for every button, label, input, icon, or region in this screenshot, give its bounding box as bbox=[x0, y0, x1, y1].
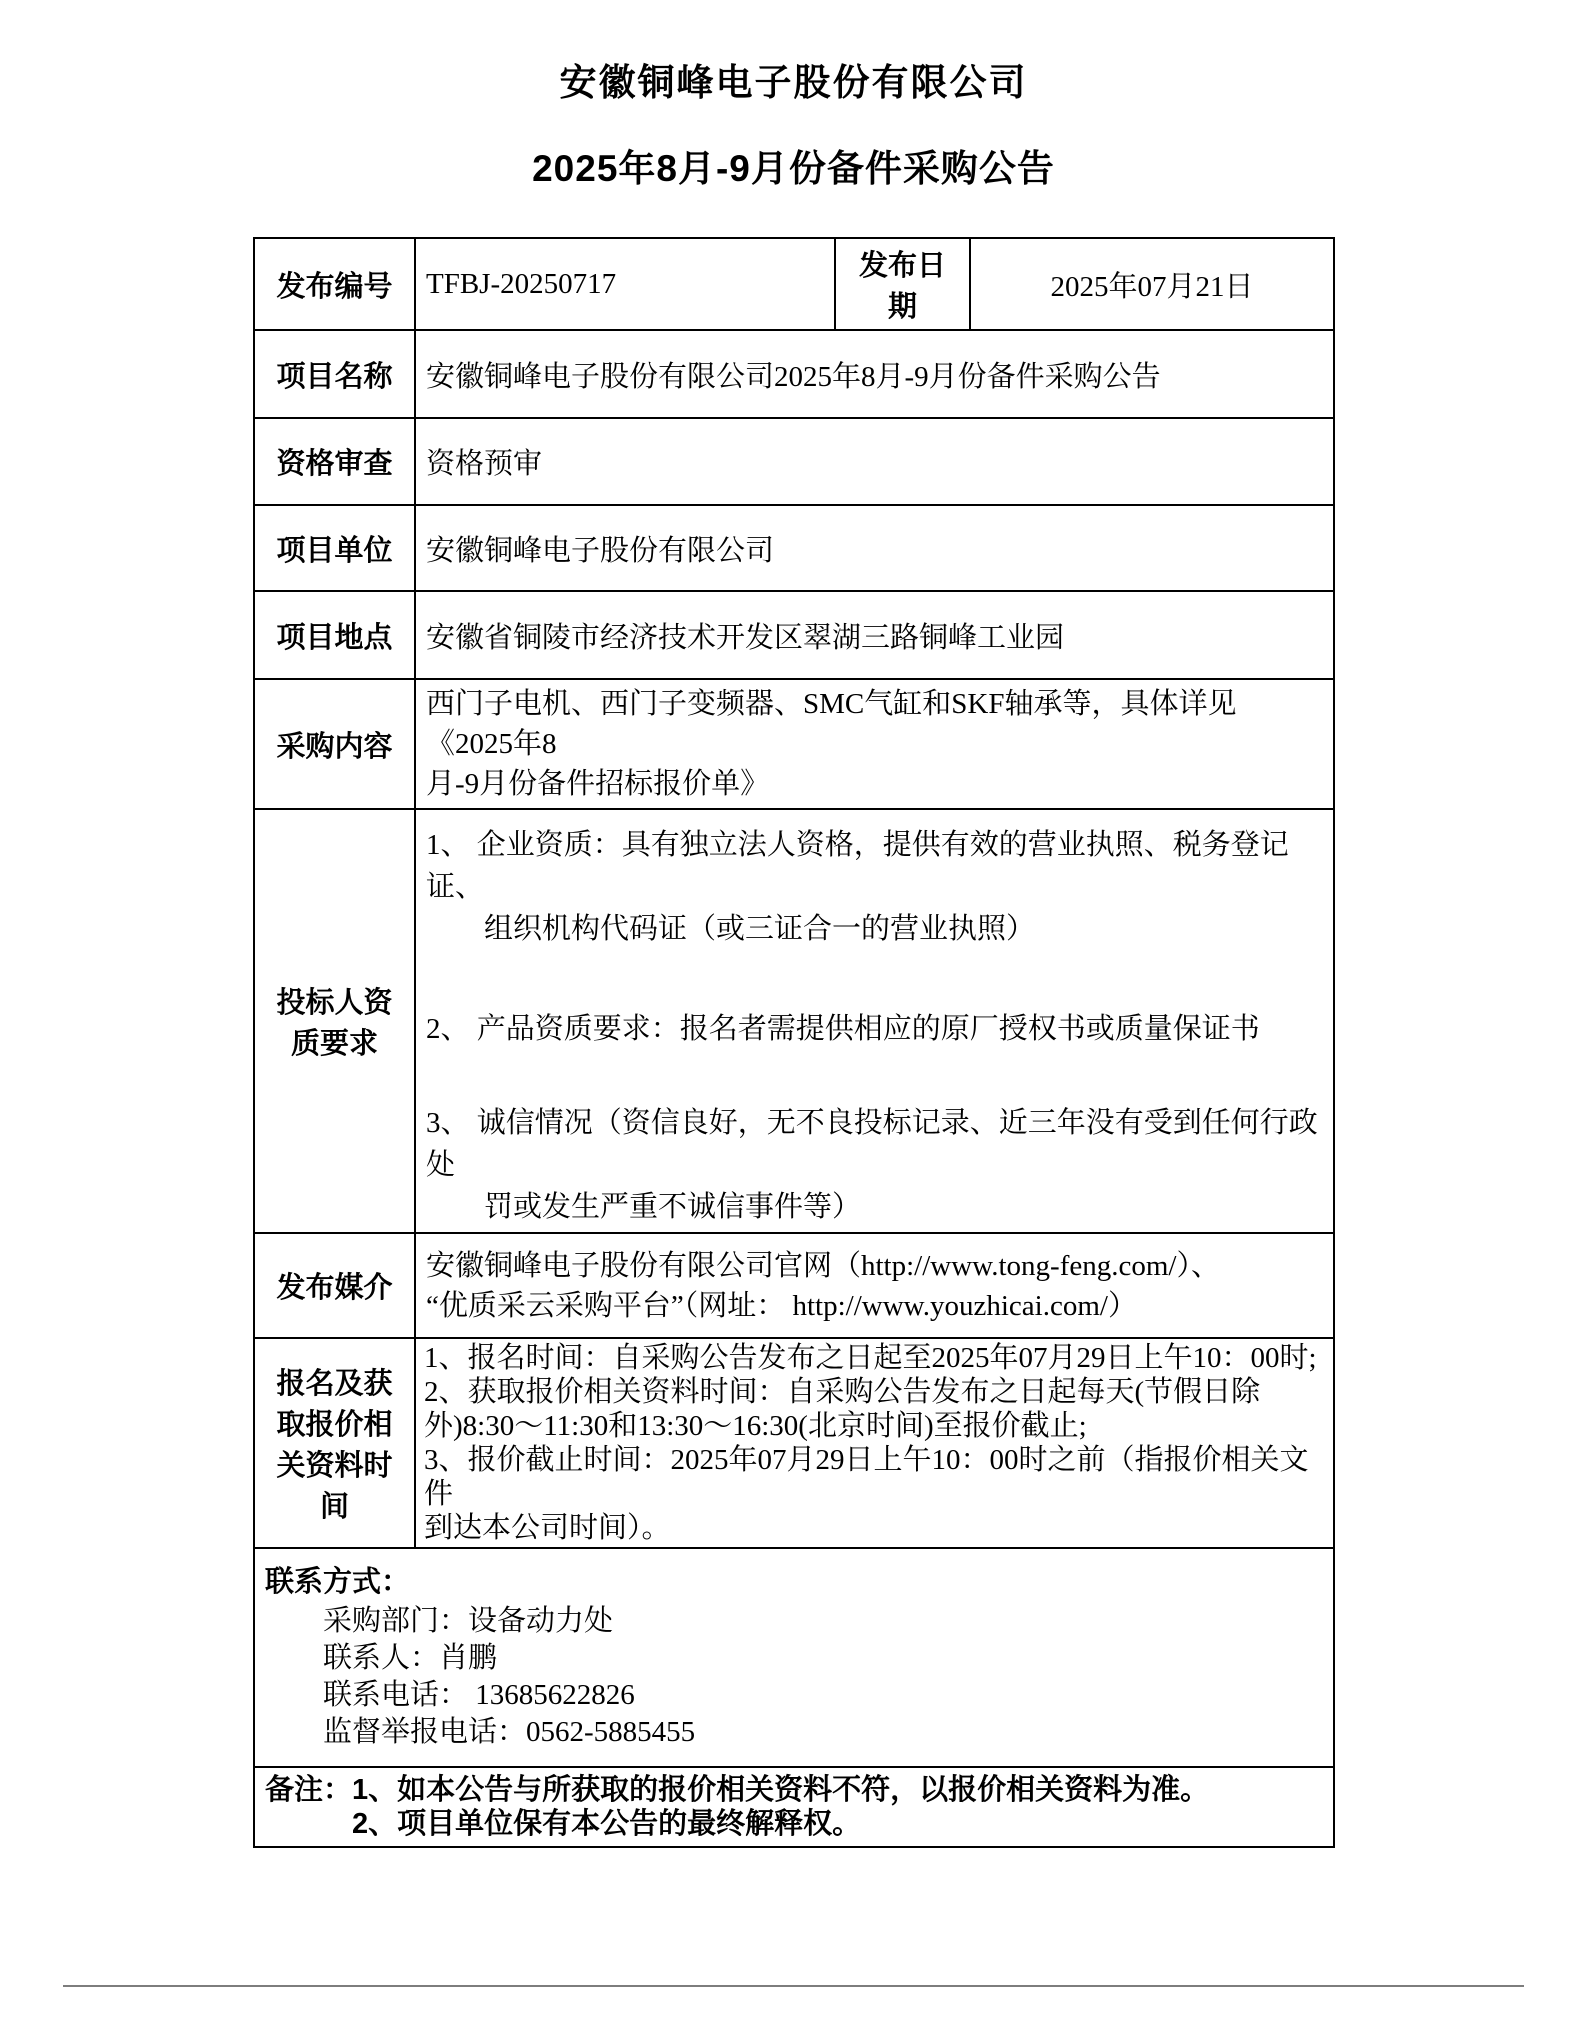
publish-date-value: 2025年07月21日 bbox=[970, 238, 1334, 330]
row-publish-info bbox=[254, 238, 1334, 330]
registration-line: 外)8:30～11:30和13:30～16:30(北京时间)至报价截止; bbox=[424, 1410, 1087, 1442]
contact-department: 采购部门：设备动力处 bbox=[323, 1605, 614, 1637]
registration-time-value bbox=[415, 1338, 1334, 1548]
publish-media-line: “优质采云采购平台”（网址： http://www.youzhicai.com/） bbox=[426, 1289, 1137, 1322]
page-title: 安徽铜峰电子股份有限公司 bbox=[559, 62, 1028, 103]
contact-heading: 联系方式： bbox=[265, 1566, 411, 1598]
registration-line: 到达本公司时间）。 bbox=[424, 1512, 671, 1544]
project-name-label: 项目名称 bbox=[254, 330, 415, 418]
publish-date-label: 发布日期 bbox=[835, 238, 970, 330]
project-location-label: 项目地点 bbox=[254, 591, 415, 679]
bidder-qualification-label-text: 投标人资质要求 bbox=[276, 987, 393, 1060]
qualification-item-1 bbox=[426, 824, 1323, 950]
project-location-value: 安徽省铜陵市经济技术开发区翠湖三路铜峰工业园 bbox=[415, 591, 1334, 679]
row-publish-media bbox=[254, 1233, 1334, 1338]
procurement-content-value bbox=[415, 679, 1334, 809]
row-remarks bbox=[254, 1767, 1334, 1847]
row-project-name bbox=[254, 330, 1334, 418]
row-project-unit bbox=[254, 505, 1334, 591]
qualification-item-line: 2、 产品资质要求：报名者需提供相应的原厂授权书或质量保证书 bbox=[426, 1013, 1260, 1045]
registration-line: 2、获取报价相关资料时间：自采购公告发布之日起每天(节假日除 bbox=[424, 1376, 1261, 1408]
project-unit-value: 安徽铜峰电子股份有限公司 bbox=[415, 505, 1334, 591]
qualification-review-value: 资格预审 bbox=[415, 418, 1334, 505]
qualification-item-line: 3、 诚信情况（资信良好，无不良投标记录、近三年没有受到任何行政处 bbox=[426, 1107, 1318, 1181]
contact-phone: 联系电话： 13685622826 bbox=[323, 1679, 635, 1711]
procurement-content-label: 采购内容 bbox=[254, 679, 415, 809]
qualification-item-2 bbox=[426, 1008, 1323, 1050]
row-procurement-content bbox=[254, 679, 1334, 809]
qualification-item-line: 1、 企业资质：具有独立法人资格，提供有效的营业执照、税务登记证、 bbox=[426, 829, 1289, 903]
bidder-qualification-value bbox=[415, 809, 1334, 1233]
qualification-item-line: 组织机构代码证（或三证合一的营业执照） bbox=[484, 913, 1036, 945]
publish-media-value bbox=[415, 1233, 1334, 1338]
contact-person: 联系人：肖鹏 bbox=[323, 1642, 498, 1674]
procurement-content-line: 西门子电机、西门子变频器、SMC气缸和SKF轴承等，具体详见《2025年8 bbox=[426, 688, 1237, 760]
publish-media-label: 发布媒介 bbox=[254, 1233, 415, 1338]
remark-line-2: 2、项目单位保有本公告的最终解释权。 bbox=[352, 1808, 862, 1840]
remark-line-1: 备注：1、如本公告与所获取的报价相关资料不符，以报价相关资料为准。 bbox=[265, 1774, 1210, 1806]
registration-line: 1、报名时间：自采购公告发布之日起至2025年07月29日上午10：00时; bbox=[424, 1342, 1317, 1374]
publish-no-value: TFBJ-20250717 bbox=[415, 238, 835, 330]
bidder-qualification-label bbox=[254, 809, 415, 1233]
project-name-value: 安徽铜峰电子股份有限公司2025年8月-9月份备件采购公告 bbox=[415, 330, 1334, 418]
qualification-review-label: 资格审查 bbox=[254, 418, 415, 505]
row-project-location bbox=[254, 591, 1334, 679]
row-bidder-qualification bbox=[254, 809, 1334, 1233]
publish-media-line: 安徽铜峰电子股份有限公司官网（http://www.tong-feng.com/）、 bbox=[426, 1249, 1220, 1282]
announcement-table bbox=[253, 237, 1335, 1848]
row-contact bbox=[254, 1548, 1334, 1767]
footer-divider bbox=[63, 1985, 1524, 1987]
row-qualification-review bbox=[254, 418, 1334, 505]
procurement-content-line: 月-9月份备件招标报价单》 bbox=[426, 768, 770, 800]
qualification-item-3 bbox=[426, 1102, 1323, 1228]
registration-time-label-text: 报名及获取报价相关资料时间 bbox=[276, 1368, 393, 1523]
project-unit-label: 项目单位 bbox=[254, 505, 415, 591]
remarks-section bbox=[254, 1767, 1334, 1847]
page-subtitle: 2025年8月-9月份备件采购公告 bbox=[532, 148, 1055, 189]
publish-no-label: 发布编号 bbox=[254, 238, 415, 330]
contact-supervision-phone: 监督举报电话：0562-5885455 bbox=[323, 1716, 696, 1748]
registration-time-label bbox=[254, 1338, 415, 1548]
qualification-item-line: 罚或发生严重不诚信事件等） bbox=[484, 1191, 862, 1223]
row-registration-time bbox=[254, 1338, 1334, 1548]
registration-line: 3、报价截止时间：2025年07月29日上午10：00时之前（指报价相关文件 bbox=[424, 1444, 1309, 1510]
contact-section bbox=[254, 1548, 1334, 1767]
